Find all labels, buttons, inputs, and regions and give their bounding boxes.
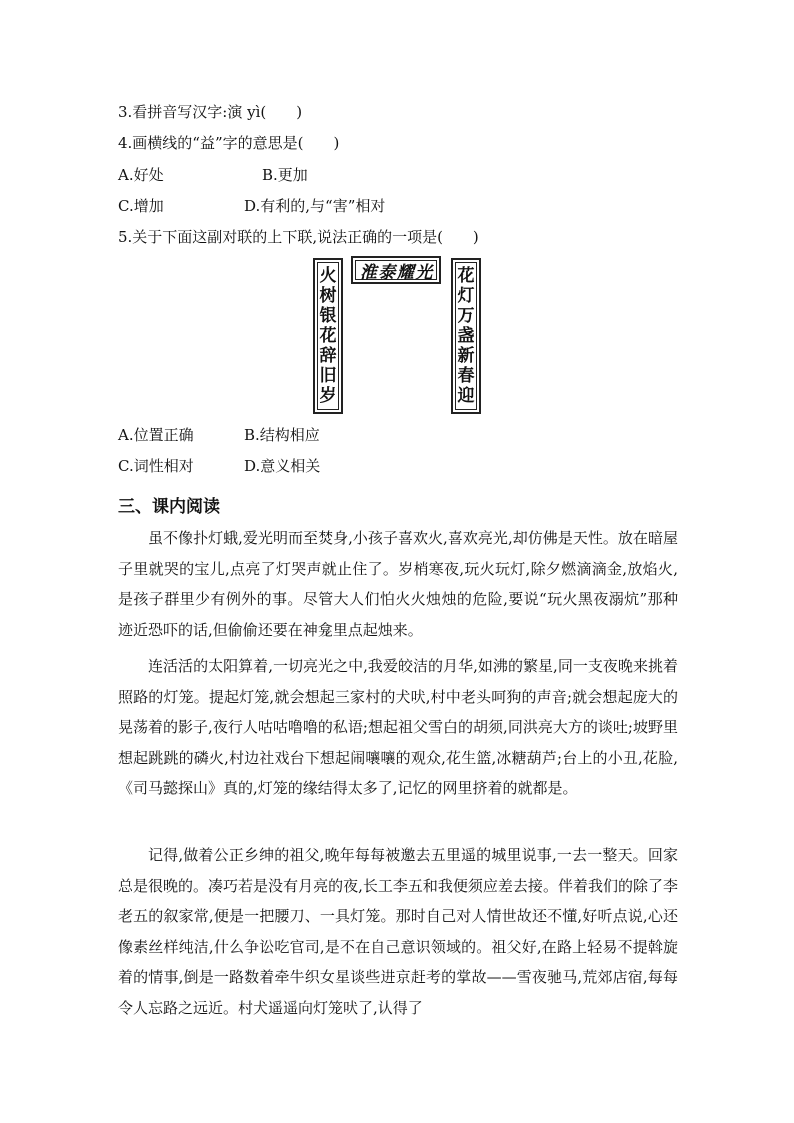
q4-option-d: D.有利的,与“害”相对 (244, 197, 386, 215)
couplet-char: 灯 (457, 286, 475, 306)
q4-option-b: B.更加 (262, 166, 308, 184)
couplet-char: 银 (319, 306, 337, 326)
couplet-char: 淮 (359, 262, 377, 283)
couplet-char: 光 (415, 262, 433, 283)
couplet-char: 树 (319, 286, 337, 306)
couplet-char: 火 (319, 266, 337, 286)
couplet-char: 旧 (319, 366, 337, 386)
couplet-char: 岁 (319, 386, 337, 406)
reading-paragraph-3: 记得,做着公正乡绅的祖父,晚年每每被邀去五里遥的城里说事,一去一整天。回家总是很晚的。凑巧若是没有月亮的夜,长工李五和我便须应差去接。伴着我们的除了李老五的叙家常,便是一把腰刀、一具灯笼。那时自己对人情世故还不懂,好听点说,心还像素丝样纯洁,什么争讼吃官司,是不在自己意识领域的。祖父好,在路上轻易不提斡旋着的情事,倒是一路数着牵牛织女星谈些进京赶考的掌故——雪夜驰马,荒郊店宿,每每令人忘路之远近。村犬遥遥向灯笼吠了,认得了 (118, 846, 678, 1017)
question-3: 3.看拼音写汉字:演 yì( ) (118, 103, 303, 121)
couplet-horizontal-scroll (351, 256, 441, 284)
couplet-left-scroll (313, 258, 343, 414)
couplet-char: 辞 (319, 346, 337, 366)
reading-paragraph-2: 连活活的太阳算着,一切亮光之中,我爱皎洁的月华,如沸的繁星,同一支夜晚来挑着照路的灯笼。提起灯笼,就会想起三家村的犬吠,村中老头呵狗的声音;就会想起庞大的晃荡着的影子,夜行人咕咕噜噜的私语;想起祖父雪白的胡须,同洪亮大方的谈吐;坡野里想起跳跳的磷火,村边社戏台下想起闹嚷嚷的观众,花生篮,冰糖葫芦;台上的小丑,花脸,《司马懿探山》真的,灯笼的缘结得太多了,记忆的网里挤着的就都是。 (118, 657, 678, 797)
couplet-char: 耀 (396, 262, 414, 283)
couplet-char: 春 (457, 366, 475, 386)
couplet-right-scroll (451, 258, 481, 414)
reading-paragraph-1: 虽不像扑灯蛾,爱光明而至焚身,小孩子喜欢火,喜欢亮光,却仿佛是天性。放在暗屋子里就哭的宝儿,点亮了灯哭声就止住了。岁梢寒夜,玩火玩灯,除夕燃滴滴金,放焰火,是孩子群里少有例外的事。尽管大人们怕火火烛烛的危险,要说“玩火黑夜溺炕”那种迹近恐吓的话,但偷偷还要在神龛里点起烛来。 (118, 529, 678, 639)
q4-option-c: C.增加 (118, 197, 164, 215)
section-heading: 三、课内阅读 (118, 497, 220, 517)
couplet-char: 泰 (378, 262, 396, 283)
q5-option-c: C.词性相对 (118, 457, 194, 475)
q5-option-a: A.位置正确 (118, 426, 194, 444)
question-5: 5.关于下面这副对联的上下联,说法正确的一项是( ) (118, 228, 479, 246)
couplet-char: 花 (319, 326, 337, 346)
couplet-char: 花 (457, 266, 475, 286)
question-4: 4.画横线的“益”字的意思是( ) (118, 134, 340, 152)
couplet-char: 迎 (457, 386, 475, 406)
couplet-char: 万 (457, 306, 475, 326)
couplet-char: 盏 (457, 326, 475, 346)
q5-option-b: B.结构相应 (244, 426, 320, 444)
q5-option-d: D.意义相关 (244, 457, 321, 475)
q4-option-a: A.好处 (118, 166, 164, 184)
couplet-char: 新 (457, 346, 475, 366)
